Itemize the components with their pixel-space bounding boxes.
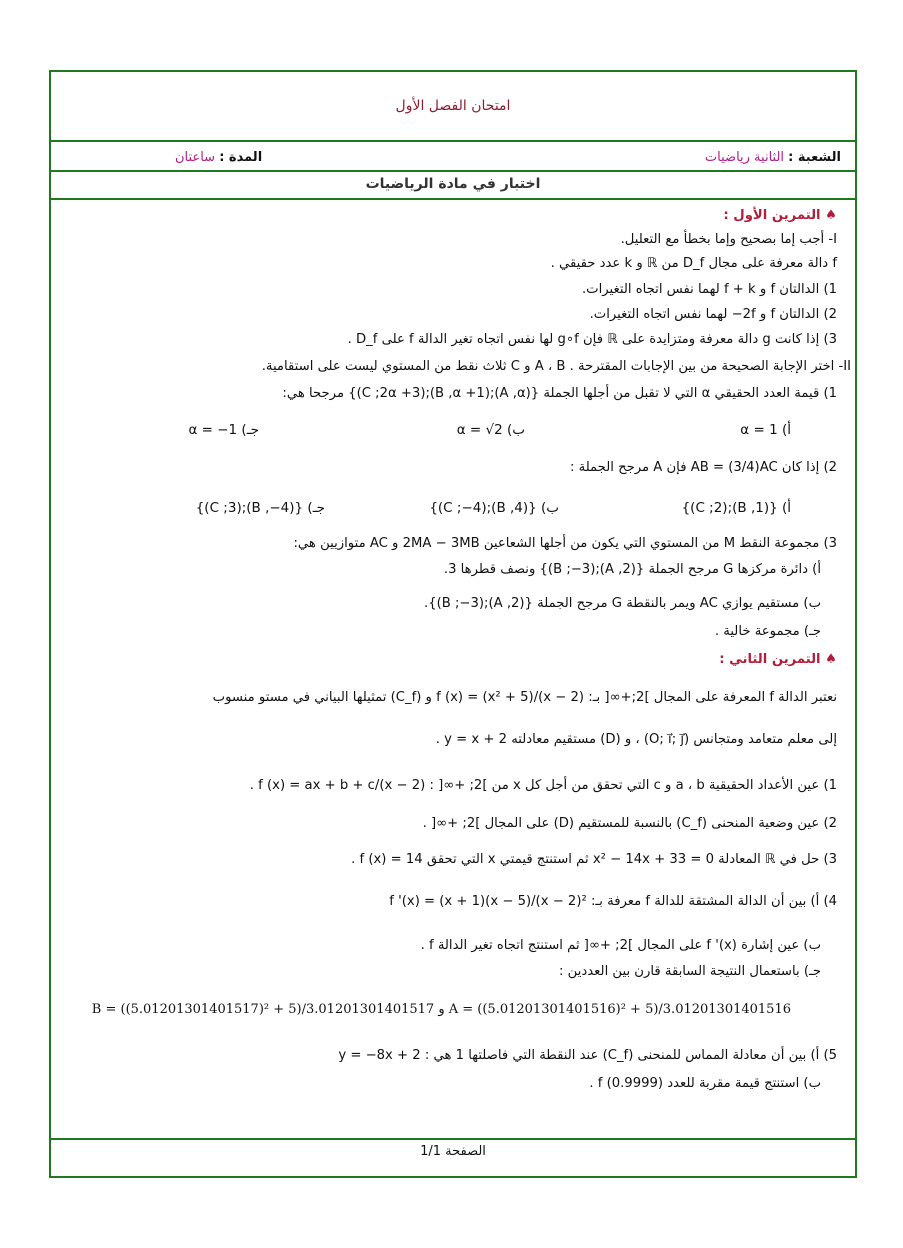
ex2-q3: 3) حل في ℝ المعادلة x² − 14x + 33 = 0 ثم استنتج قيمتي x التي تحقق f (x) = 14 .	[351, 852, 837, 867]
divider	[51, 140, 855, 142]
exercise2-title	[719, 652, 837, 668]
ex1-part1-context: f دالة معرفة على مجال D_f من ℝ و k عدد حقيقي .	[550, 256, 837, 271]
divider	[51, 1138, 855, 1140]
ex1-p2q3: 3) مجموعة النقط M من المستوي التي يكون من أجلها الشعاعين 2MA − 3MB و AC متوازيين هي:	[293, 536, 837, 551]
ex2-intro2: إلى معلم متعامد ومتجانس (O; i⃗; j⃗) ، و (D) مستقيم معادلته y = x + 2 .	[435, 732, 837, 747]
ex2-q4b: ب) عين إشارة f '(x) على المجال ]2; +∞[ ثم استنتج اتجاه تغير الدالة f .	[420, 938, 821, 953]
ex2-q4a: 4) أ) بين أن الدالة المشتقة للدالة f معرفة بـ: f '(x) = (x + 1)(x − 5)/(x − 2)²	[389, 894, 837, 909]
ex2-q4c: جـ) باستعمال النتيجة السابقة قارن بين العددين :	[559, 964, 821, 979]
stream-label: الشعبة :	[788, 150, 841, 165]
duration-row	[175, 150, 262, 165]
spade-icon: ♠	[825, 652, 837, 667]
p2q2-option-c: جـ) {(B ,−4);(C ;3)}	[195, 500, 325, 516]
ex1-p2q3-a: أ) دائرة مركزها G مرجح الجملة {(A ,2);(B ;−3)} ونصف قطرها 3.	[443, 562, 821, 577]
ex1-q3: 3) إذا كانت g دالة معرفة ومتزايدة على ℝ فإن g∘f لها نفس اتجاه تغير الدالة f على D_f .	[347, 332, 837, 347]
exam-frame	[49, 70, 857, 1178]
ex1-q2: 2) الدالتان f و 2f− لهما نفس اتجاه التغيرات.	[589, 307, 837, 322]
stream-value: الثانية رياضيات	[704, 150, 785, 165]
p2q2-option-b: ب) {(B ,4);(C ;−4)}	[429, 500, 559, 516]
p2q1-option-b: ب) α = √2	[456, 422, 525, 438]
ex2-formula: B = ((5.01201301401517)² + 5)/3.01201301401517 و A = ((5.01201301401516)² + 5)/3.01201301401516	[91, 1002, 791, 1017]
ex1-q1: 1) الدالتان f و f + k لهما نفس اتجاه التغيرات.	[581, 282, 837, 297]
subject-title: اختبار في مادة الرياضيات	[365, 176, 541, 192]
spade-icon: ♠	[825, 208, 837, 223]
divider	[51, 170, 855, 172]
ex2-intro1: نعتبر الدالة f المعرفة على المجال ]2;+∞[ بـ: f (x) = (x² + 5)/(x − 2) و (C_f) تمثيلها البياني في مستو منسوب	[212, 690, 837, 705]
divider	[51, 198, 855, 200]
ex1-p2q3-b: ب) مستقيم يوازي AC ويمر بالنقطة G مرجح الجملة {(A ,2);(B ;−3)}.	[424, 596, 821, 611]
ex1-p2q3-c: جـ) مجموعة خالية .	[714, 624, 821, 639]
p2q2-option-a: أ) {(B ,1);(C ;2)}	[681, 500, 791, 516]
duration-label: المدة :	[219, 150, 263, 165]
duration-value: ساعتان	[175, 150, 216, 165]
ex1-p2q2: 2) إذا كان AB = (3/4)AC فإن A مرجح الجملة :	[569, 460, 837, 475]
p2q1-option-c: جـ) α = −1	[188, 422, 259, 438]
exercise1-title	[723, 208, 837, 224]
p2q1-option-a: أ) α = 1	[740, 422, 791, 438]
exam-title: امتحان الفصل الأول	[395, 98, 511, 114]
page-number: الصفحة 1/1	[420, 1144, 486, 1159]
ex1-part2-intro: II- اختر الإجابة الصحيحة من بين الإجابات المقترحة . A ، B و C ثلاث نقط من المستوي ليست على استقامية.	[261, 359, 851, 374]
ex2-q2: 2) عين وضعية المنحنى (C_f) بالنسبة للمستقيم (D) على المجال ]2; +∞[ .	[422, 816, 837, 831]
ex1-part1-intro: I- أجب إما بصحيح وإما بخطأ مع التعليل.	[620, 232, 837, 247]
exercise2-title-text: التمرين الثاني :	[719, 652, 821, 667]
ex1-p2q1: 1) قيمة العدد الحقيقي α التي لا تقبل من أجلها الجملة {(A ,α);(B ,α +1);(C ;2α +3)} مرجحا هي:	[282, 386, 837, 401]
ex2-q5b: ب) استنتج قيمة مقربة للعدد f (0.9999) .	[589, 1076, 821, 1091]
stream-row	[705, 150, 841, 165]
exercise1-title-text: التمرين الأول :	[723, 208, 821, 223]
ex2-q5a: 5) أ) بين أن معادلة المماس للمنحنى (C_f) عند النقطة التي فاصلتها 1 هي : y = −8x + 2	[338, 1048, 837, 1063]
ex2-q1: 1) عين الأعداد الحقيقية a ، b و c التي تحقق من أجل كل x من ]2; +∞[ : f (x) = ax + b + c/(x − 2) .	[249, 778, 837, 793]
